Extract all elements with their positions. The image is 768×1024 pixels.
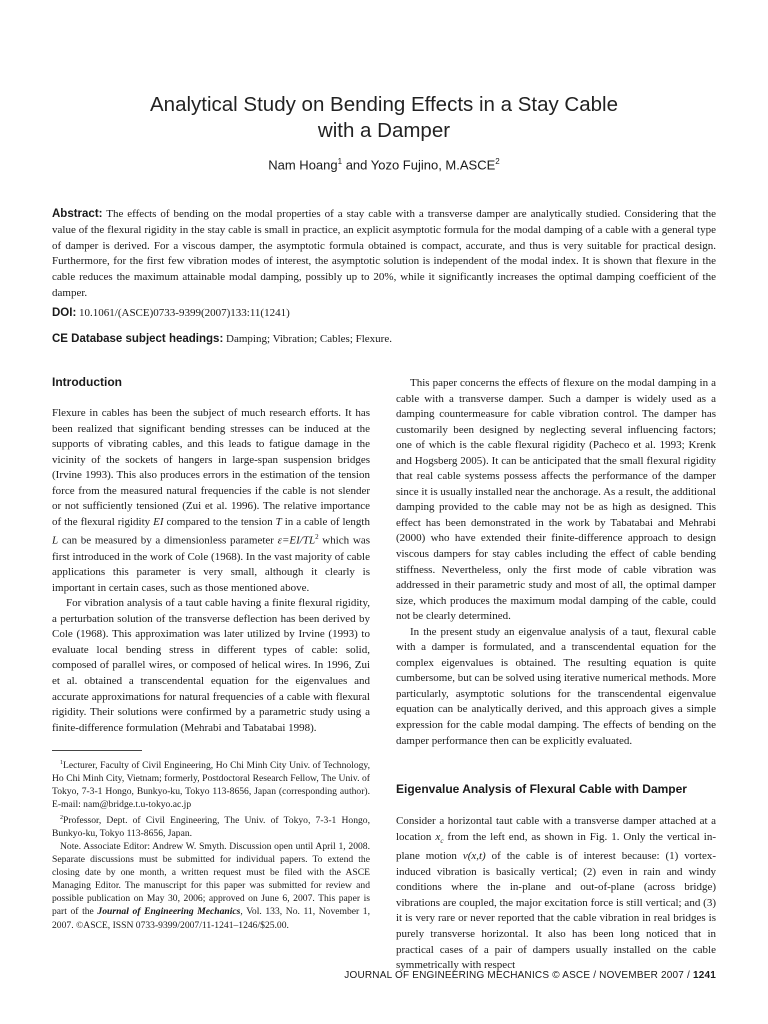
intro-p1-text-d: can be measured by a dimensionless parameter <box>58 535 278 548</box>
editorial-note-text-a: Note. Associate Editor: Andrew W. Smyth. Discussion open until April 1, 2008. Separate discussions must be submitted for individual papers. To extend the closing date by one month, a written request must be filed with the ASCE Managing Editor. The manuscript for this paper was submitted for review and possible publication on May 30, 2006; approved on June 6, 2007. This paper is part of the <box>52 840 370 918</box>
footer-journal: JOURNAL OF ENGINEERING MECHANICS © ASCE / NOVEMBER 2007 / <box>344 970 693 981</box>
intro-p1-text-e: which was first introduced in the work of Cole (1968). In the vast majority of cable applications this parameter is very small, although it clearly is important in certain cases, such as those mentioned above. <box>52 535 370 594</box>
title-line-2: with a Damper <box>317 119 451 142</box>
subject-headings <box>52 333 716 345</box>
doi-value[interactable]: 10.1061/(ASCE)0733-9399(2007)133:11(1241) <box>76 307 290 319</box>
symbol-v-xt: v(x,t) <box>462 850 486 863</box>
right-paragraph-2: In the present study an eigenvalue analysis of a taut, flexural cable with a damper is formulated, and a transcendental equation for the complex eigenvalues is obtained. The resulting equation is quite cumbersome, but can be solved using iterative numerical methods. More particularly, asymptotic solutions for the transcendental eigenvalue equation can be analytically derived, and this approach gives a simple expression for the cable modal damping. The effects of bending on the damper performance then can be explicitly evaluated. <box>396 625 716 747</box>
footnote-2 <box>52 812 370 840</box>
footnote-divider <box>52 750 142 751</box>
author-1: Nam Hoang <box>268 157 338 173</box>
eigenvalue-analysis-heading: Eigenvalue Analysis of Flexural Cable with Damper <box>396 782 687 796</box>
title-line-1: Analytical Study on Bending Effects in a Stay Cable <box>150 93 618 116</box>
paper-title <box>60 92 708 144</box>
journal-name: Journal of Engineering Mechanics <box>97 906 241 918</box>
left-column-body <box>52 406 370 736</box>
eig-p1-text-b: from the left end, as shown in Fig. 1. Only the vertical in-plane motion <box>396 830 716 863</box>
editorial-note <box>52 840 370 932</box>
symbol-t: T <box>275 515 282 528</box>
eigenvalue-paragraph-1 <box>396 814 716 974</box>
eig-p1-text-c: of the cable is of interest because: (1) vortex-induced vibration is basically vertical; (2) even in rain and windy conditions where the in-plane and out-of-plane (across bridge) vibrations are coupled, the major excitation force is still vertical; and (3) it is very rare or never reported that the cable vibration in real bridges is purely transverse horizontal. It also has been long noticed that in practical cases of a pair of dampers usually installed on the cable symmetrically with respect <box>396 850 717 972</box>
eigenvalue-section-body <box>396 814 716 974</box>
intro-paragraph-2: For vibration analysis of a taut cable having a finite flexural rigidity, a perturbation solution of the transverse deflection has been derived by Cole (1968). This approximation was later utilized by Irvine (1993) to evaluate local bending stress in different types of cable: solid, composed of parallel wires, or composed of helical wires. In 1996, Zui et al. obtained a transcendental equation for the eigenvalues and accurate approximations for natural frequencies of a cable with flexural rigidity. Their solutions were confirmed by a parametric study using a finite-difference formulation (Mehrabi and Tabatabai 1998). <box>52 597 370 734</box>
author-2: and Yozo Fujino, M.ASCE <box>342 157 496 173</box>
subject-headings-value: Damping; Vibration; Cables; Flexure. <box>223 333 392 345</box>
intro-p1-text-c: in a cable of length <box>281 515 370 528</box>
subject-headings-label: CE Database subject headings: <box>52 333 224 345</box>
author-1-sup: 1 <box>337 157 343 166</box>
footnote-2-text: Professor, Dept. of Civil Engineering, The Univ. of Tokyo, 7-3-1 Hongo, Bunkyo-ku, Tokyo 113-8656, Japan. <box>52 814 370 839</box>
doi-label: DOI: <box>52 307 77 319</box>
author-2-sup: 2 <box>495 157 500 166</box>
footnote-1-text: Lecturer, Faculty of Civil Engineering, Ho Chi Minh City Univ. of Technology, Ho Chi Minh City, Vietnam; formerly, Postdoctoral Research Fellow, The Univ. of Tokyo, 7-3-1 Hongo, Bunkyo-ku, Tokyo 113-8656, Japan (corresponding author). E-mail: nam@bridge.t.u-tokyo.ac.jp <box>52 760 370 811</box>
footnote-2-marker: 2 <box>60 814 63 821</box>
page-footer <box>344 970 716 981</box>
epsilon-equation: ε=EI/TL <box>277 535 316 548</box>
abstract-label: Abstract: <box>52 208 103 220</box>
footnotes <box>52 757 370 932</box>
right-paragraph-1: This paper concerns the effects of flexure on the modal damping in a cable with a transverse damper. Such a damper is widely used as a damping countermeasure for cable vibration control. The damper has customarily been designed by neglecting several influencing factors; one of which is the cable flexural rigidity (Pacheco et al. 1993; Krenk and Hogsberg 2005). It can be anticipated that the small flexural rigidity that real cable systems possess affects the performance of the damper since it is usually installed near the anchorage. As a result, the additional damping provided to the cable may not be as high as designed. This effect has been demonstrated in the work by Tabatabai and Mehrabi (2000) who have extended their finite-difference approach to design viscous dampers for stay cables including the effect of cable bending stiffness. Nevertheless, only the first mode of cable vibration was addressed in their parametric study and most of all, the optimal damper size, which produces the maximum modal damping of the cable, could not be clearly determined. <box>396 377 716 623</box>
intro-p1-text-b: compared to the tension <box>163 515 276 528</box>
editorial-note-text-b: , Vol. 133, No. 11, November 1, 2007. ©ASCE, ISSN 0733-9399/2007/11-1241–1246/$25.00. <box>52 906 371 931</box>
symbol-l: L <box>52 535 59 548</box>
page-number: 1241 <box>692 970 716 981</box>
symbol-ei: EI <box>153 515 164 528</box>
abstract <box>52 207 716 302</box>
introduction-heading: Introduction <box>52 375 122 389</box>
intro-p1-text-a: Flexure in cables has been the subject of much research efforts. It has been realized that significant bending stresses can be induced at the supports of vibrating cables, and this leads to fatigue damage in the vicinity of the sockets of hangers in large-span suspension bridges (Irvine 1993). This also produces errors in the estimation of the tension force from the measured natural frequencies if the cable is not slender or not sufficiently tensioned (Zui et al. 1996). The relative importance of the flexural rigidity <box>52 407 370 528</box>
doi-line <box>52 307 716 319</box>
eig-p1-text-a: Consider a horizontal taut cable with a transverse damper attached at a location <box>396 815 716 843</box>
right-column-body <box>396 376 716 749</box>
author-line <box>60 157 708 172</box>
abstract-text: The effects of bending on the modal properties of a stay cable with a transverse damper are analytically studied. Considering that the value of the flexural rigidity in the stay cable is small in practice, an explicit asymptotic formula for the modal damping of a cable with a general type of damper is derived. For a viscous damper, the asymptotic formula obtained is compact, accurate, and thus is very suitable for practical design. Furthermore, for the first few vibration modes of interest, the asymptotic solution is independent of the modal index. It is shown that flexure in the cable reduces the maximum attainable modal damping, possibly up to 20%, while it significantly increases the optimal damping coefficient of the damper. <box>52 208 716 299</box>
epsilon-exponent: 2 <box>315 533 319 542</box>
footnote-1-marker: 1 <box>60 760 63 766</box>
footnote-1 <box>52 757 370 812</box>
intro-paragraph-1 <box>52 406 370 596</box>
symbol-x-subscript: c <box>440 836 444 845</box>
symbol-x: x <box>435 830 441 843</box>
